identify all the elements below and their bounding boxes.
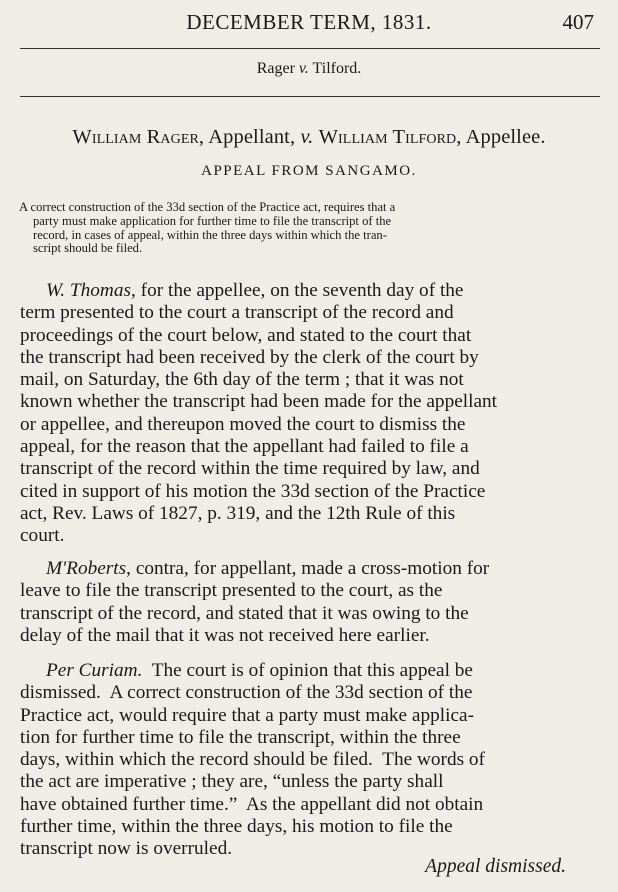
header-rule-bottom: [20, 96, 600, 97]
paragraph-line: act, Rev. Laws of 1827, p. 319, and the 12th Rule of this: [20, 502, 456, 524]
disposition: Appeal dismissed.: [425, 856, 566, 877]
paragraph-appellee-motion: [20, 280, 592, 548]
paragraph-line: have obtained further time.” As the appellant did not obtain: [20, 793, 484, 815]
paragraph-line: transcript of the record within the time required by law, and: [20, 458, 480, 480]
running-head: [0, 10, 618, 38]
paragraph-line: dismissed. A correct construction of the 33d section of the: [20, 682, 473, 704]
header-rule-top: [20, 48, 600, 49]
headnote-line: script should be filed.: [33, 241, 143, 256]
paragraph-line: [20, 558, 592, 580]
paragraph-line: transcript now is overruled.: [20, 838, 233, 860]
paragraph-line: proceedings of the court below, and stated to the court that: [20, 324, 472, 346]
page-number: 407: [562, 10, 594, 34]
paragraph-line: tion for further time to file the transcript, within the three: [20, 726, 461, 748]
title-versus: v.: [300, 126, 314, 148]
paragraph-line: cited in support of his motion the 33d section of the Practice: [20, 480, 486, 502]
paragraph-line: transcript of the record, and stated that it was owing to the: [20, 602, 469, 624]
case-short-title: [0, 60, 618, 78]
short-party-1: Rager: [256, 60, 295, 77]
appellee-name: William Tilford: [318, 126, 457, 148]
line-text: The court is of opinion that this appeal be: [142, 660, 473, 681]
case-title: [0, 126, 618, 149]
paragraph-line: days, within which the record should be filed. The words of: [20, 749, 485, 771]
paragraph-line: mail, on Saturday, the 6th day of the term ; that it was not: [20, 369, 464, 391]
paragraph-line: court.: [20, 525, 65, 547]
paragraph-line: the act are imperative ; they are, “unless the party shall: [20, 771, 444, 793]
counsel-name: W. Thomas: [46, 280, 132, 301]
headnote-line: record, in cases of appeal, within the three days within which the tran-: [33, 227, 387, 242]
headnote-line: party must make application for further time to file the transcript of the: [33, 213, 392, 228]
line-text: , contra, for appellant, made a cross-motion for: [126, 558, 490, 579]
appellee-role: , Appellee.: [456, 126, 546, 148]
term-heading: DECEMBER TERM, 1831.: [186, 10, 432, 34]
paragraph-line: known whether the transcript had been made for the appellant: [20, 391, 498, 413]
line-text: , for the appellee, on the seventh day of the: [131, 280, 464, 301]
short-party-2: Tilford.: [312, 60, 362, 77]
paragraph-line: or appellee, and thereupon moved the court to dismiss the: [20, 413, 466, 435]
per-curiam: Per Curiam.: [46, 660, 143, 681]
paragraph-line: appeal, for the reason that the appellant had failed to file a: [20, 436, 469, 458]
paragraph-line: the transcript had been received by the clerk of the court by: [20, 346, 479, 368]
paragraph-line: Practice act, would require that a party must make applica-: [20, 704, 474, 726]
short-versus: v.: [298, 60, 309, 77]
headnote: [19, 201, 597, 256]
appellant-role: , Appellant,: [198, 126, 296, 148]
paragraph-line: [20, 280, 592, 302]
counsel-name: M'Roberts: [46, 558, 127, 579]
paragraph-line: delay of the mail that it was not received here earlier.: [20, 624, 430, 646]
appellant-name: William Rager: [72, 126, 199, 148]
paragraph-cross-motion: [20, 558, 592, 647]
appeal-from: APPEAL FROM SANGAMO.: [201, 163, 417, 179]
headnote-line: A correct construction of the 33d section of the Practice act, requires that a: [19, 200, 396, 214]
paragraph-line: leave to file the transcript presented to the court, as the: [20, 580, 443, 602]
paragraph-line: further time, within the three days, his motion to file the: [20, 816, 453, 838]
paragraph-opinion: [20, 660, 592, 861]
paragraph-line: [20, 660, 592, 682]
paragraph-line: term presented to the court a transcript of the record and: [20, 302, 454, 324]
